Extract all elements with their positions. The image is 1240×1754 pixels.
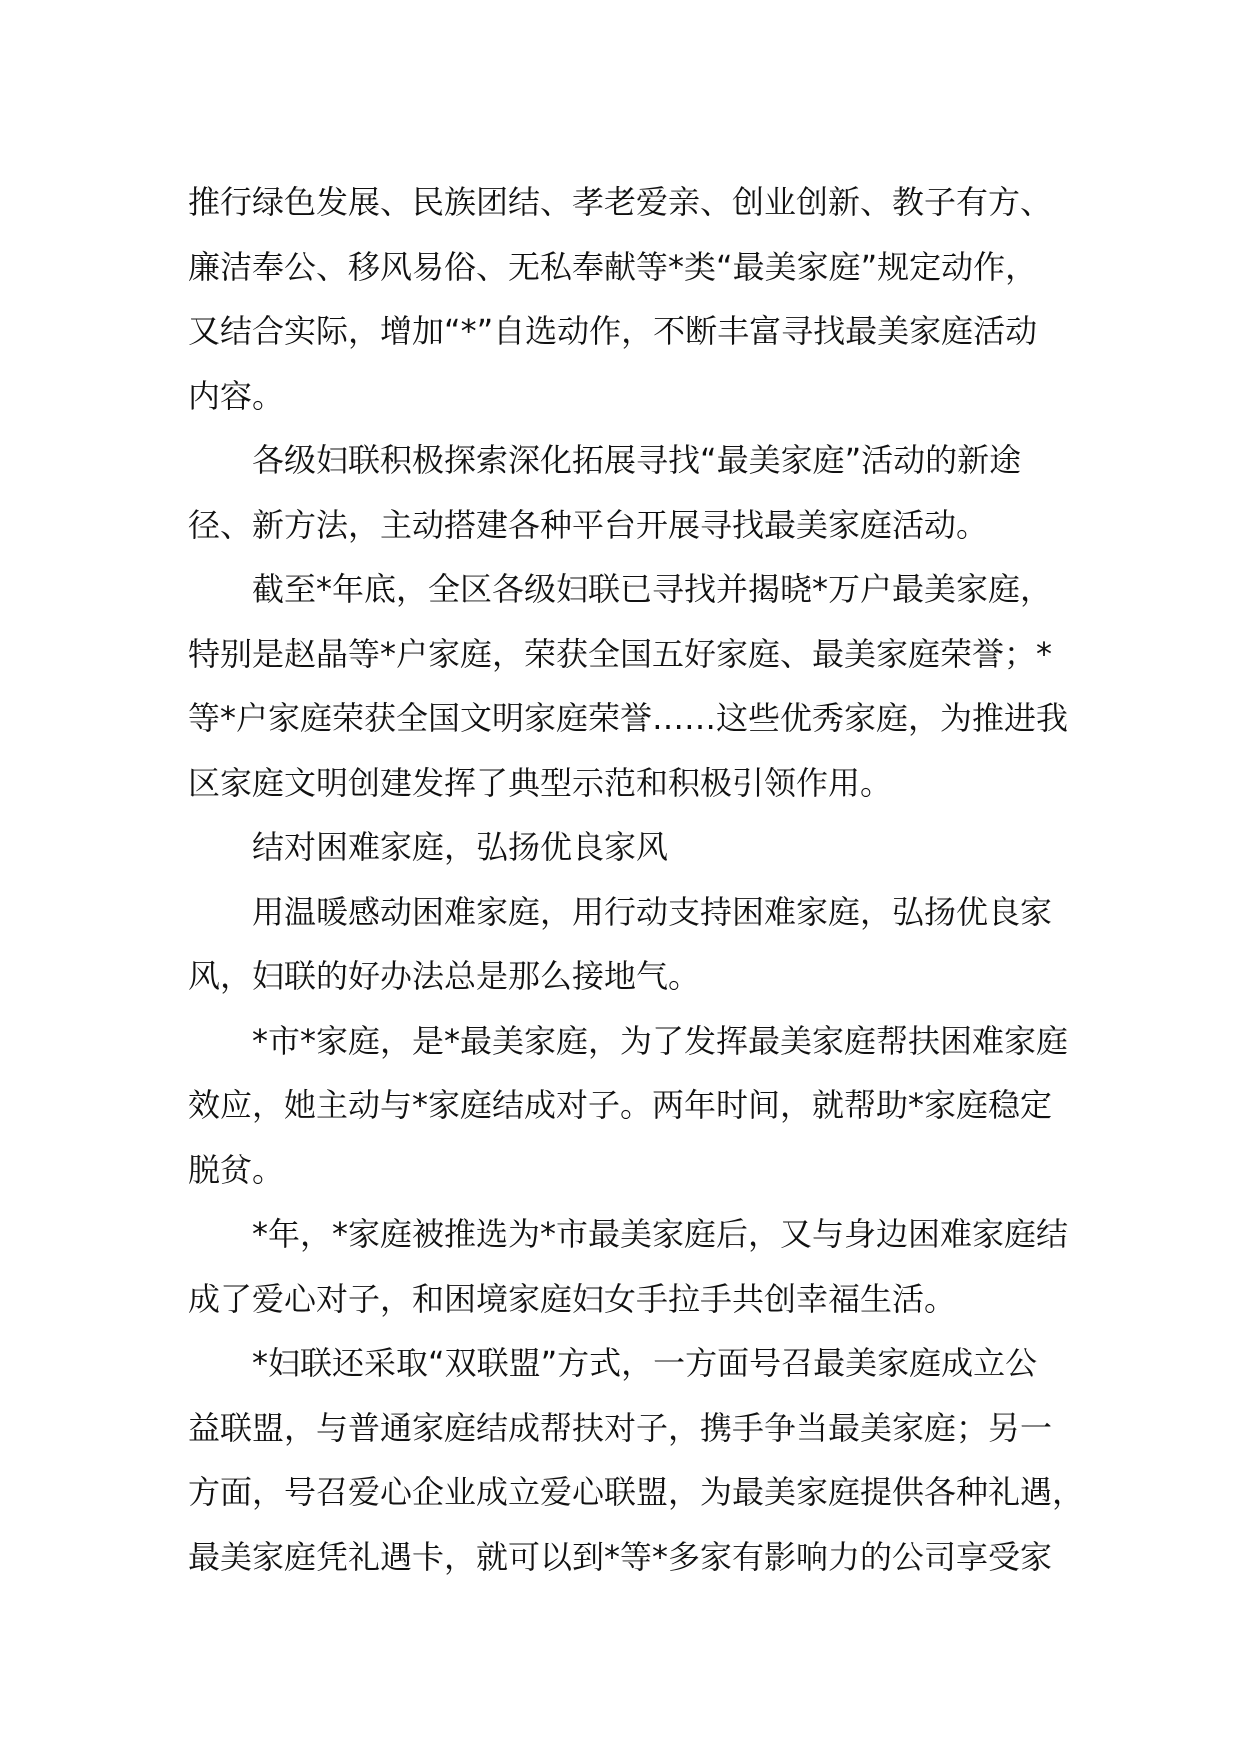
- text-line: 等*户家庭荣获全国文明家庭荣誉……这些优秀家庭，为推进我: [188, 699, 1069, 737]
- text-line: 特别是赵晶等*户家庭，荣获全国五好家庭、最美家庭荣誉；*: [188, 634, 1053, 673]
- text-line: *市*家庭，是*最美家庭，为了发挥最美家庭帮扶困难家庭: [252, 1021, 1069, 1060]
- paragraph: [188, 1331, 1085, 1589]
- section-heading: [188, 815, 1068, 880]
- text-line: 益联盟，与普通家庭结成帮扶对子，携手争当最美家庭；另一: [188, 1408, 1053, 1447]
- text-line: 脱贫。: [188, 1150, 285, 1189]
- paragraph: [188, 170, 1068, 428]
- paragraph: [188, 1009, 1068, 1203]
- text-line: 用温暖感动困难家庭，用行动支持困难家庭，弘扬优良家: [252, 892, 1053, 931]
- text-line: 最美家庭凭礼遇卡，就可以到*等*多家有影响力的公司享受家: [188, 1537, 1053, 1576]
- text-line: 内容。: [188, 376, 285, 415]
- text-line: 推行绿色发展、民族团结、孝老爱亲、创业创新、教子有方、: [188, 183, 1053, 221]
- text-line: 风，妇联的好办法总是那么接地气。: [188, 957, 701, 995]
- paragraph: [188, 557, 1068, 815]
- text-line: 截至*年底，全区各级妇联已寻找并揭晓*万户最美家庭，: [252, 570, 1053, 608]
- text-line: 廉洁奉公、移风易俗、无私奉献等*类“最美家庭”规定动作，: [188, 247, 1038, 286]
- text-line: *年，*家庭被推选为*市最美家庭后，又与身边困难家庭结: [252, 1215, 1069, 1253]
- text-line: 又结合实际，增加“*”自选动作，不断丰富寻找最美家庭活动: [188, 312, 1038, 350]
- text-line: 方面，号召爱心企业成立爱心联盟，为最美家庭提供各种礼遇，: [188, 1473, 1085, 1511]
- text-line: 效应，她主动与*家庭结成对子。两年时间，就帮助*家庭稳定: [188, 1086, 1053, 1124]
- text-line: 区家庭文明创建发挥了典型示范和积极引领作用。: [188, 763, 893, 802]
- text-line: 成了爱心对子，和困境家庭妇女手拉手共创幸福生活。: [188, 1279, 957, 1318]
- text-line: *妇联还采取“双联盟”方式，一方面号召最美家庭成立公: [252, 1344, 1038, 1382]
- text-line: 各级妇联积极探索深化拓展寻找“最美家庭”活动的新途: [252, 441, 1022, 479]
- paragraph: [188, 1202, 1068, 1331]
- paragraph: [188, 880, 1068, 1009]
- document-body: [188, 170, 1085, 1589]
- paragraph: [188, 428, 1068, 557]
- text-line: 径、新方法，主动搭建各种平台开展寻找最美家庭活动。: [188, 505, 989, 544]
- text-line: 结对困难家庭，弘扬优良家风: [252, 828, 669, 866]
